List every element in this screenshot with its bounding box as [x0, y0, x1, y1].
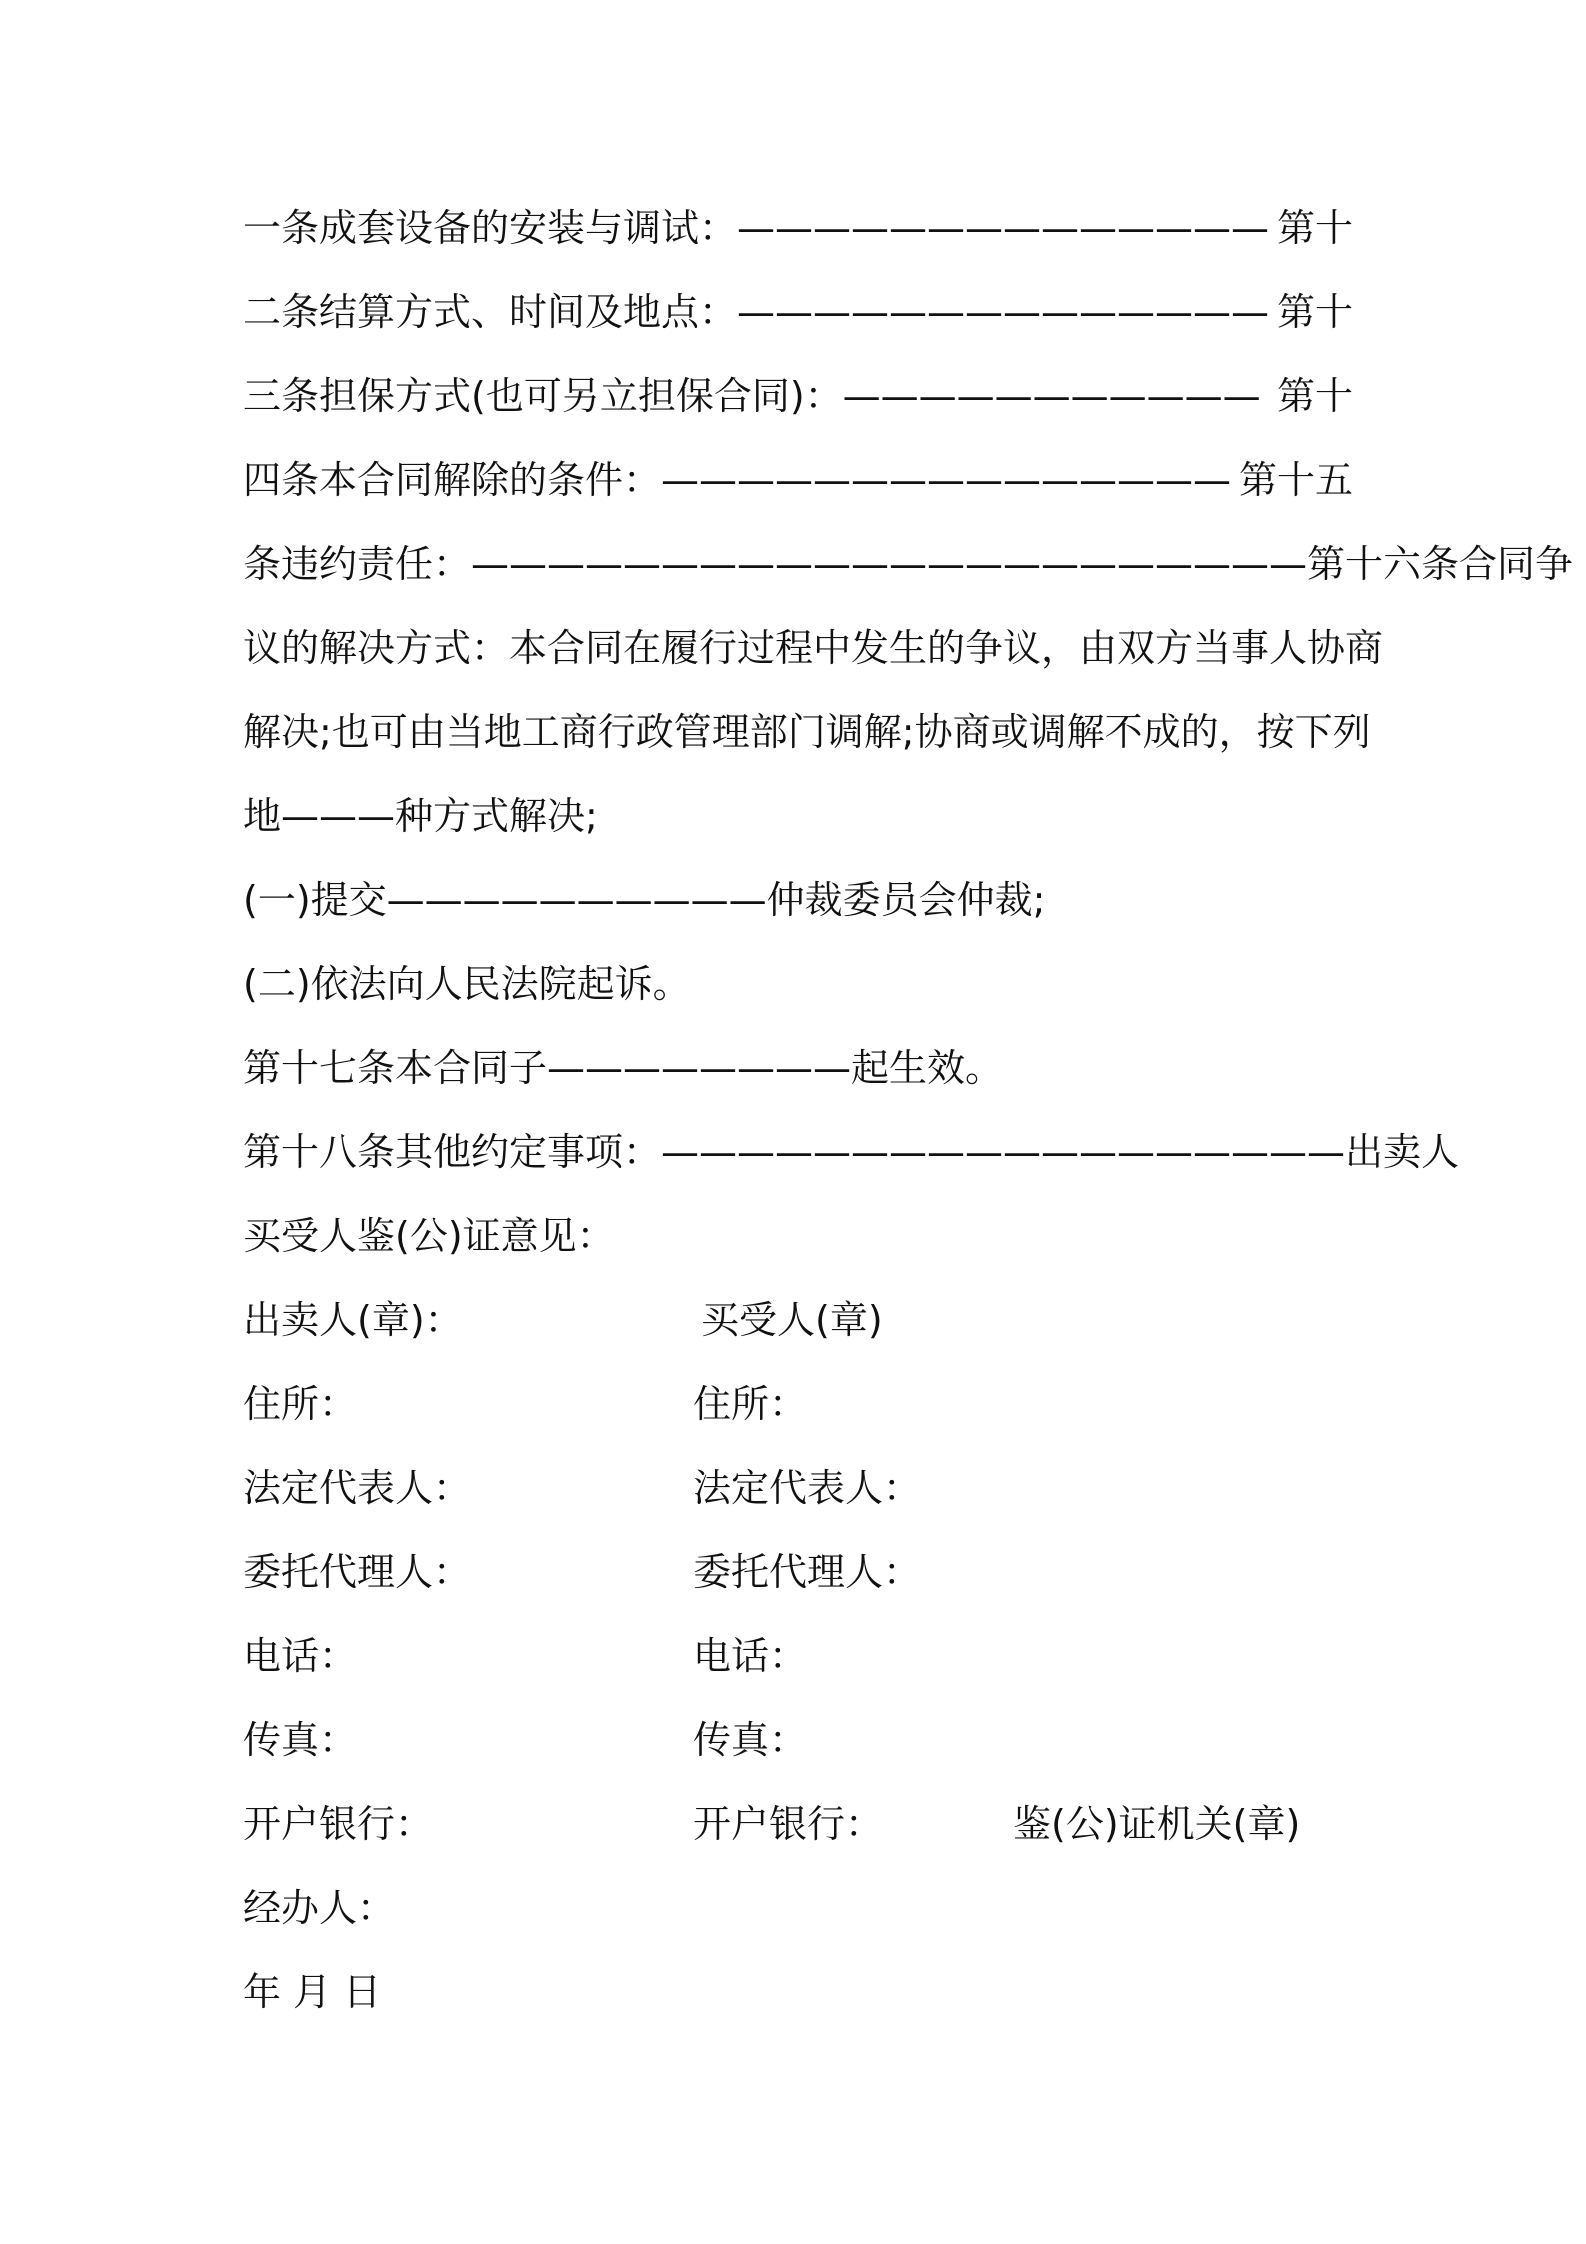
notary-seal-label: 鉴(公)证机关(章): [1013, 1802, 1301, 1846]
buyer-legal-rep-label: 法定代表人：: [693, 1466, 922, 1510]
buyer-bank-label: 开户银行：: [693, 1802, 884, 1846]
clause-line-7: 解决;也可由当地工商行政管理部门调解;协商或调解不成的，按下列: [243, 710, 1371, 754]
signature-row-seal: [243, 1292, 1355, 1348]
clause-line-1: [243, 200, 1355, 256]
seller-bank-label: 开户银行：: [243, 1802, 434, 1846]
signature-row-fax: [243, 1712, 1355, 1768]
seller-legal-rep-label: 法定代表人：: [243, 1466, 472, 1510]
clause-17: 第十七条本合同子————————起生效。: [243, 1046, 1004, 1090]
buyer-fax-label: 传真：: [693, 1718, 808, 1762]
clause-text: 三条担保方式(也可另立担保合同)：———————————: [243, 374, 1261, 418]
buyer-address-label: 住所：: [693, 1382, 808, 1426]
arbitration-option: (一)提交——————————仲裁委员会仲裁;: [243, 878, 1046, 922]
signature-row-agent: [243, 1544, 1355, 1600]
clause-18: 第十八条其他约定事项：——————————————————出卖人: [243, 1130, 1460, 1174]
clause-line-8: 地———种方式解决;: [243, 794, 598, 838]
signature-row-phone: [243, 1628, 1355, 1684]
buyer-agent-label: 委托代理人：: [693, 1550, 922, 1594]
seller-fax-label: 传真：: [243, 1718, 358, 1762]
seller-address-label: 住所：: [243, 1382, 358, 1426]
date-line: 年 月 日: [243, 1970, 382, 2014]
clause-line-5: 条违约责任：——————————————————————第十六条合同争: [243, 542, 1574, 586]
clause-line-3: [243, 368, 1355, 424]
clause-line-4: [243, 452, 1355, 508]
seller-seal-label: 出卖人(章)：: [243, 1298, 463, 1342]
clause-continuation: 第十: [1276, 206, 1353, 250]
seller-phone-label: 电话：: [243, 1634, 358, 1678]
signature-row-bank: [243, 1796, 1355, 1852]
buyer-seal-label: 买受人(章): [701, 1298, 883, 1342]
clause-text: 一条成套设备的安装与调试：——————————————: [243, 206, 1270, 250]
seller-agent-label: 委托代理人：: [243, 1550, 472, 1594]
clause-line-6: 议的解决方式：本合同在履行过程中发生的争议，由双方当事人协商: [243, 626, 1384, 670]
litigation-option: (二)依法向人民法院起诉。: [243, 962, 691, 1006]
clause-text: 二条结算方式、时间及地点：——————————————: [243, 290, 1270, 334]
signature-row-address: [243, 1376, 1355, 1432]
clause-continuation: 第十: [1276, 374, 1353, 418]
clause-line-2: [243, 284, 1355, 340]
handler-label: 经办人：: [243, 1886, 396, 1930]
signature-row-legal-rep: [243, 1460, 1355, 1516]
clause-continuation: 第十: [1276, 290, 1353, 334]
buyer-phone-label: 电话：: [693, 1634, 808, 1678]
clause-text: 四条本合同解除的条件：———————————————: [243, 458, 1232, 502]
notary-opinion: 买受人鉴(公)证意见：: [243, 1214, 615, 1258]
clause-continuation: 第十五: [1238, 458, 1353, 502]
